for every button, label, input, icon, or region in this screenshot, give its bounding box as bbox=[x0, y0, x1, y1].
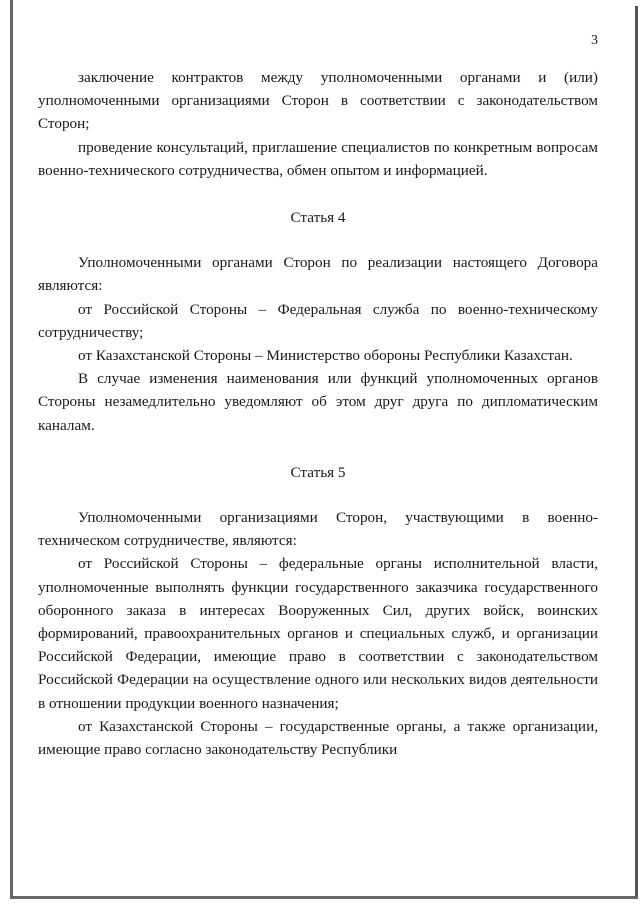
paragraph: от Российской Стороны – федеральные органы исполнительной власти, уполномоченные выполнять функции государственного заказчика государственного оборонного заказа в интересах Вооруженных Сил, других войск, воинских формирований, правоохранительных органов и специальных служб, и организации Российской Федерации, имеющие право в соответствии с законодательством Российской Федерации на осуществление одного или нескольких видов деятельности в отношении продукции военного назначения; bbox=[38, 555, 598, 712]
scan-border-bottom bbox=[10, 896, 638, 899]
paragraph: заключение контрактов между уполномоченными органами и (или) уполномоченными организациями Сторон в соответствии с законодательством Сторон; bbox=[38, 69, 598, 133]
scan-border-left bbox=[10, 0, 13, 897]
document-body bbox=[38, 66, 598, 761]
paragraph: В случае изменения наименования или функций уполномоченных органов Стороны незамедлительно уведомляют об этом друг друга по дипломатическим каналам. bbox=[38, 370, 598, 434]
article-5-heading: Статья 5 bbox=[290, 463, 346, 481]
paragraph: Уполномоченными органами Сторон по реализации настоящего Договора являются: bbox=[38, 254, 598, 295]
page-number: 3 bbox=[591, 33, 598, 48]
paragraph: проведение консультаций, приглашение специалистов по конкретным вопросам военно-технического сотрудничества, обмен опытом и информацией. bbox=[38, 138, 598, 179]
paragraph: от Казахстанской Стороны – Министерство обороны Республики Казахстан. bbox=[78, 347, 573, 365]
article-4-heading: Статья 4 bbox=[290, 209, 346, 227]
paragraph: Уполномоченными организациями Сторон, участвующими в военно-техническом сотрудничестве, являются: bbox=[38, 509, 598, 550]
paragraph: от Казахстанской Стороны – государственные органы, а также организации, имеющие право согласно законодательству Республики bbox=[38, 717, 598, 759]
scan-border-right bbox=[635, 6, 638, 897]
paragraph: от Российской Стороны – Федеральная служба по военно-техническому сотрудничеству; bbox=[38, 300, 598, 341]
